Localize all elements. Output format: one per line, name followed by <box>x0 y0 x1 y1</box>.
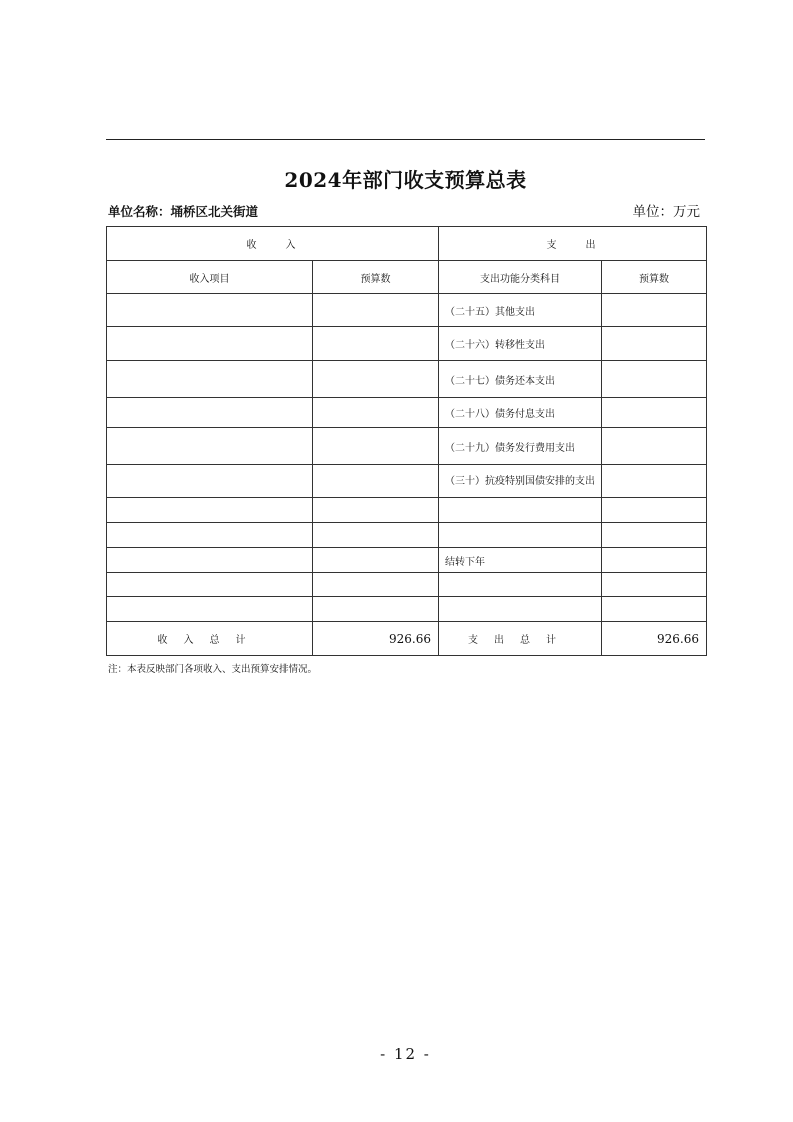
income-total-value: 926.66 <box>313 622 439 656</box>
income-amount-cell <box>313 548 439 573</box>
expense-header: 支 出 <box>439 227 707 261</box>
expense-amount-cell <box>602 597 707 622</box>
totals-row <box>107 622 707 656</box>
income-amount-cell <box>313 573 439 597</box>
income-amount-cell <box>313 361 439 398</box>
income-amount-cell <box>313 465 439 498</box>
page-title: 2024年部门收支预算总表 <box>284 168 527 192</box>
table-row <box>107 597 707 622</box>
expense-item-cell: （二十九）债务发行费用支出 <box>439 428 602 465</box>
income-item-cell <box>107 398 313 428</box>
income-item-cell <box>107 465 313 498</box>
expense-amount-cell <box>602 573 707 597</box>
expense-item-cell: （二十五）其他支出 <box>439 294 602 327</box>
unit-name: 单位名称：埇桥区北关街道 <box>108 204 259 219</box>
expense-item-cell: （二十七）债务还本支出 <box>439 361 602 398</box>
income-item-cell <box>107 361 313 398</box>
expense-item-cell <box>439 498 602 523</box>
budget-table <box>106 226 707 656</box>
column-header-row <box>107 261 707 294</box>
income-item-cell <box>107 548 313 573</box>
expense-amount-cell <box>602 523 707 548</box>
table-row <box>107 361 707 398</box>
income-amount-cell <box>313 523 439 548</box>
income-amount-cell <box>313 398 439 428</box>
expense-item-cell <box>439 573 602 597</box>
expense-total-label: 支出总计 <box>439 622 602 656</box>
table-row <box>107 428 707 465</box>
table-row <box>107 327 707 361</box>
expense-item-cell <box>439 597 602 622</box>
income-header: 收 入 <box>107 227 439 261</box>
expense-amount-cell <box>602 294 707 327</box>
income-item-cell <box>107 597 313 622</box>
expense-item-cell: （三十）抗疫特别国债安排的支出 <box>439 465 602 498</box>
unit-measure: 单位：万元 <box>632 204 700 220</box>
expense-amount-cell <box>602 548 707 573</box>
income-item-cell <box>107 523 313 548</box>
table-row <box>107 548 707 573</box>
income-amount-cell <box>313 294 439 327</box>
group-header-row <box>107 227 707 261</box>
expense-amount-cell <box>602 398 707 428</box>
table-row <box>107 498 707 523</box>
expense-amount-cell <box>602 361 707 398</box>
expense-item-cell <box>439 523 602 548</box>
expense-item-cell: （二十八）债务付息支出 <box>439 398 602 428</box>
expense-amount-cell <box>602 498 707 523</box>
table-row <box>107 465 707 498</box>
expense-amount-cell <box>602 428 707 465</box>
table-row <box>107 573 707 597</box>
expense-total-value: 926.66 <box>602 622 707 656</box>
income-item-cell <box>107 294 313 327</box>
income-amount-cell <box>313 327 439 361</box>
income-total-label: 收入总计 <box>107 622 313 656</box>
income-item-cell <box>107 428 313 465</box>
income-item-cell <box>107 327 313 361</box>
income-amount-header: 预算数 <box>313 261 439 294</box>
expense-item-cell: （二十六）转移性支出 <box>439 327 602 361</box>
page-number: - 12 - <box>380 1045 431 1063</box>
income-amount-cell <box>313 498 439 523</box>
table-row <box>107 294 707 327</box>
income-amount-cell <box>313 428 439 465</box>
income-item-header: 收入项目 <box>107 261 313 294</box>
table-row <box>107 523 707 548</box>
income-item-cell <box>107 498 313 523</box>
expense-amount-cell <box>602 327 707 361</box>
expense-item-cell: 结转下年 <box>439 548 602 573</box>
income-item-cell <box>107 573 313 597</box>
expense-item-header: 支出功能分类科目 <box>439 261 602 294</box>
expense-amount-cell <box>602 465 707 498</box>
table-note: 注：本表反映部门各项收入、支出预算安排情况。 <box>108 664 318 675</box>
income-amount-cell <box>313 597 439 622</box>
expense-amount-header: 预算数 <box>602 261 707 294</box>
top-divider <box>106 139 705 140</box>
table-row <box>107 398 707 428</box>
